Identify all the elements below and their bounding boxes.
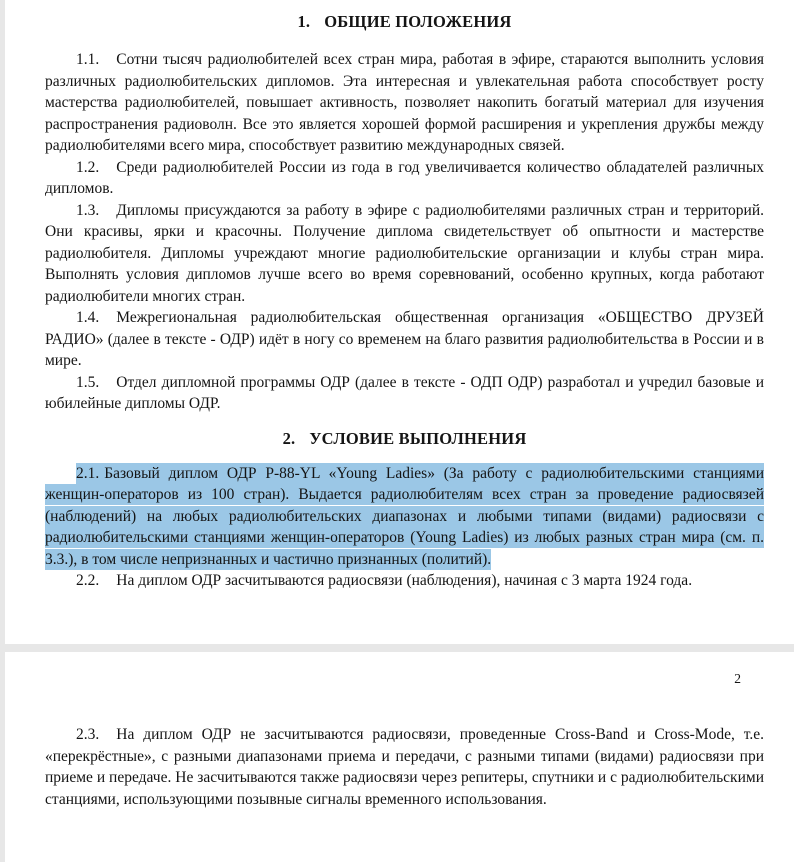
text-selection-highlight xyxy=(45,463,764,570)
paragraph-2-1[interactable] xyxy=(45,463,764,571)
paragraph-number: 2.3. xyxy=(76,726,100,743)
paragraph-1-2[interactable] xyxy=(45,157,764,200)
paragraph-1-1[interactable] xyxy=(45,49,764,157)
paragraph-2-3[interactable] xyxy=(45,724,764,810)
paragraph-text: Среди радиолюбителей России из года в год увеличивается количество обладателей различных дипломов. xyxy=(45,158,764,197)
paragraph-text: Межрегиональная радиолюбительская общественная организация «ОБЩЕСТВО ДРУЗЕЙ РАДИО» (далее в тексте - ОДР) идёт в ногу со временем на благо развития радиолюбительства в России и в мире. xyxy=(45,309,764,369)
section-2-heading-number: 2. xyxy=(282,428,296,448)
paragraph-number: 1.1. xyxy=(76,51,100,68)
section-1-heading[interactable] xyxy=(45,12,764,31)
paragraph-number: 1.3. xyxy=(76,201,100,219)
paragraph-text: Базовый диплом ОДР Р-88-YL «Young Ladies» (За работу с радиолюбительскими станциями женщин-операторов из 100 стран). Выдается радиолюбителям всех стран за проведение радиосвязей (наблюдений) на любых радиолюбительских диапазонах и любыми типами (видами) радиосвязи с радиолюбительскими станциями женщин-операторов (Young Ladies) из любых разных стран мира (см. п. 3.3.), в том числе непризнанных и частично признанных (политий). xyxy=(45,464,764,568)
paragraph-number: 1.2. xyxy=(76,158,100,176)
document-page-2 xyxy=(5,652,794,862)
section-2-heading-title: УСЛОВИЕ ВЫПОЛНЕНИЯ xyxy=(309,428,527,448)
paragraph-1-4[interactable] xyxy=(45,307,764,372)
section-1-heading-number: 1. xyxy=(297,12,311,31)
page-break-separator xyxy=(0,644,794,652)
paragraph-text: Дипломы присуждаются за работу в эфире с радиолюбителями различных стран и территорий. Они красивы, ярки и красочны. Получение диплома свидетельствует об опытности и мастерстве радиолюбителя. Дипломы учреждают многие радиолюбительские организации и клубы стран мира. Выполнять условия дипломов лучше всего во время соревнований, особенно крупных, когда работают радиолюбители многих стран. xyxy=(45,201,764,305)
paragraph-2-2[interactable] xyxy=(45,570,764,592)
page-number: 2 xyxy=(734,671,741,686)
paragraph-text: Сотни тысяч радиолюбителей всех стран мира, работая в эфире, стараются выполнить условия различных радиолюбительских дипломов. Эта интересная и увлекательная работа способствует росту мастерства радиолюбителей, повышает активность, позволяет накопить богатый материал для изучения распространения радиоволн. Все это является хорошей формой расширения и укрепления дружбы между радиолюбителями всего мира, способствует развитию международных связей. xyxy=(45,51,764,154)
paragraph-text: На диплом ОДР засчитываются радиосвязи (наблюдения), начиная с 3 марта 1924 года. xyxy=(116,572,693,589)
section-1-heading-title: ОБЩИЕ ПОЛОЖЕНИЯ xyxy=(324,12,512,31)
paragraph-number: 1.4. xyxy=(76,309,100,326)
paragraph-1-5[interactable] xyxy=(45,372,764,415)
section-2-heading[interactable] xyxy=(45,429,764,448)
document-page-1 xyxy=(5,0,794,644)
paragraph-number: 2.1. xyxy=(76,464,100,482)
paragraph-1-3[interactable] xyxy=(45,200,764,308)
paragraph-text: На диплом ОДР не засчитываются радиосвязи, проведенные Cross-Band и Cross-Mode, т.е. «перекрёстные», с разными диапазонами приема и передачи, с разными типами (видами) радиосвязи при приеме и передаче. Не засчитываются также радиосвязи через репитеры, спутники и с радиолюбительскими станциями, использующими позывные сигналы временного использования. xyxy=(45,726,764,808)
paragraph-text: Отдел дипломной программы ОДР (далее в тексте - ОДП ОДР) разработал и учредил базовые и юбилейные дипломы ОДР. xyxy=(45,373,764,412)
paragraph-number: 1.5. xyxy=(76,373,100,391)
paragraph-number: 2.2. xyxy=(76,572,100,589)
